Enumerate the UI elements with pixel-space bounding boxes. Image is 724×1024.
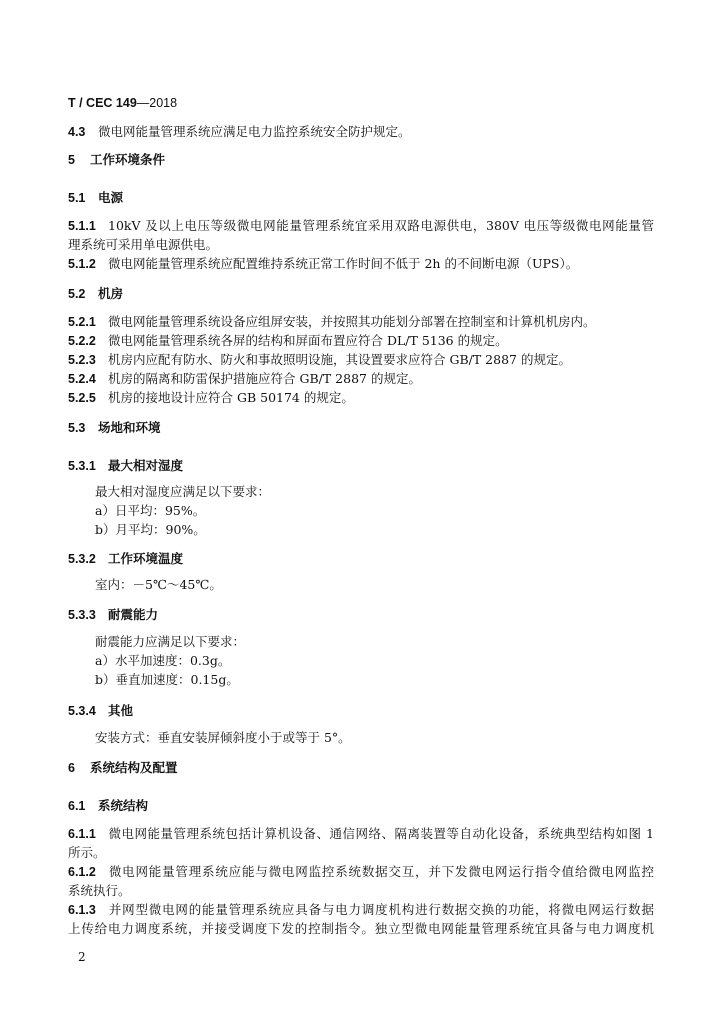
list-item-5-3-1-b	[95, 522, 206, 538]
clause-text: 机房的隔离和防雷保护措施应符合 GB/T 2887 的规定。	[108, 371, 421, 386]
clause-text: 微电网能量管理系统设备应组屏安装，并按照其功能划分部署在控制室和计算机机房内。	[108, 314, 596, 329]
list-item-5-3-3-a	[95, 653, 230, 669]
clause-text: 机房的接地设计应符合 GB 50174 的规定。	[108, 390, 354, 405]
clause-number: 5.2.3	[68, 353, 96, 367]
heading-6	[68, 760, 178, 776]
clause-text: 系统执行。	[68, 883, 131, 898]
clause-6-1-1-line2	[68, 845, 106, 861]
heading-number: 5	[68, 153, 75, 167]
heading-6-1	[68, 798, 148, 814]
clause-text: 微电网能量管理系统应能与微电网监控系统数据交互，并下发微电网运行指令值给微电网监控	[108, 864, 654, 879]
list-item-text: b）月平均：90%。	[95, 522, 206, 537]
clause-5-2-1	[68, 314, 596, 330]
heading-number: 5.3.2	[68, 552, 96, 566]
heading-text: 场地和环境	[98, 420, 161, 435]
heading-text: 耐震能力	[108, 607, 159, 622]
clause-number: 5.2.5	[68, 391, 96, 405]
para-text: 安装方式：垂直安装屏倾斜度小于或等于 5°。	[95, 730, 351, 745]
heading-text: 系统结构及配置	[90, 760, 178, 775]
clause-5-2-2	[68, 333, 508, 349]
standard-header	[68, 96, 177, 110]
standard-year: —2018	[136, 96, 178, 110]
clause-text: 微电网能量管理系统应配置维持系统正常工作时间不低于 2h 的不间断电源（UPS）。	[108, 256, 579, 271]
clause-6-1-3-line1	[68, 902, 654, 918]
clause-text: 微电网能量管理系统包括计算机设备、通信网络、隔离装置等自动化设备，系统典型结构如图 1	[108, 826, 654, 841]
clause-text: 微电网能量管理系统应满足电力监控系统安全防护规定。	[98, 124, 411, 139]
heading-number: 5.3.1	[68, 459, 96, 473]
heading-number: 6.1	[68, 799, 86, 813]
para-5-3-4	[95, 730, 351, 746]
clause-number: 6.1.3	[68, 903, 96, 917]
clause-number: 5.2.2	[68, 334, 96, 348]
clause-5-2-3	[68, 352, 571, 368]
standard-code: T / CEC 149	[68, 96, 137, 110]
clause-text: 10kV 及以上电压等级微电网能量管理系统宜采用双路电源供电，380V 电压等级微电网能量管	[108, 218, 654, 233]
list-item-text: b）垂直加速度：0.15g。	[95, 672, 239, 687]
clause-number: 5.2.1	[68, 315, 96, 329]
para-5-3-2	[95, 577, 222, 593]
heading-5-1	[68, 190, 123, 206]
para-text: 耐震能力应满足以下要求：	[95, 634, 246, 649]
clause-text: 并网型微电网的能量管理系统应具备与电力调度机构进行数据交换的功能，将微电网运行数据	[108, 902, 654, 917]
clause-5-2-5	[68, 390, 354, 406]
clause-number: 5.1.1	[68, 219, 96, 233]
list-item-5-3-3-b	[95, 672, 239, 688]
para-text: 室内：－5℃～45℃。	[95, 577, 222, 592]
clause-5-1-1-line1	[68, 218, 654, 234]
heading-text: 工作环境条件	[90, 152, 166, 167]
heading-number: 5.3.3	[68, 608, 96, 622]
heading-5-3-1	[68, 458, 183, 474]
page-number: 2	[78, 950, 86, 964]
heading-text: 其他	[108, 703, 134, 718]
clause-number: 6.1.2	[68, 865, 96, 879]
para-5-3-3	[95, 634, 245, 650]
heading-5-3-2	[68, 551, 183, 567]
clause-number: 6.1.1	[68, 827, 96, 841]
list-item-text: a）水平加速度：0.3g。	[95, 653, 231, 668]
clause-number: 4.3	[68, 125, 86, 139]
clause-5-2-4	[68, 371, 421, 387]
clause-text: 微电网能量管理系统各屏的结构和屏面布置应符合 DL/T 5136 的规定。	[108, 333, 508, 348]
clause-6-1-2-line1	[68, 864, 654, 880]
clause-text: 理系统可采用单电源供电。	[68, 237, 219, 252]
heading-number: 5.3.4	[68, 704, 96, 718]
clause-5-1-1-line2	[68, 237, 218, 253]
heading-text: 最大相对湿度	[108, 458, 184, 473]
clause-6-1-3-line2	[68, 921, 654, 937]
heading-number: 6	[68, 761, 75, 775]
clause-number: 5.1.2	[68, 257, 96, 271]
heading-text: 系统结构	[98, 798, 149, 813]
clause-text: 上传给电力调度系统，并接受调度下发的控制指令。独立型微电网能量管理系统宜具备与电力调度机	[68, 921, 654, 936]
heading-5-2	[68, 286, 123, 302]
heading-text: 工作环境温度	[108, 551, 184, 566]
clause-text: 机房内应配有防水、防火和事故照明设施，其设置要求应符合 GB/T 2887 的规定。	[108, 352, 571, 367]
clause-6-1-2-line2	[68, 883, 131, 899]
heading-5-3	[68, 420, 161, 436]
heading-5	[68, 152, 165, 168]
heading-text: 机房	[98, 286, 124, 301]
para-text: 最大相对湿度应满足以下要求：	[95, 484, 271, 499]
list-item-text: a）日平均：95%。	[95, 503, 206, 518]
clause-text: 所示。	[68, 845, 106, 860]
list-item-5-3-1-a	[95, 503, 205, 519]
clause-number: 5.2.4	[68, 372, 96, 386]
clause-6-1-1-line1	[68, 826, 654, 842]
clause-5-1-2	[68, 256, 578, 272]
heading-5-3-3	[68, 607, 158, 623]
para-5-3-1	[95, 484, 270, 500]
heading-5-3-4	[68, 703, 133, 719]
heading-number: 5.1	[68, 191, 86, 205]
heading-text: 电源	[98, 190, 124, 205]
clause-4-3	[68, 124, 411, 140]
heading-number: 5.2	[68, 287, 86, 301]
heading-number: 5.3	[68, 421, 86, 435]
